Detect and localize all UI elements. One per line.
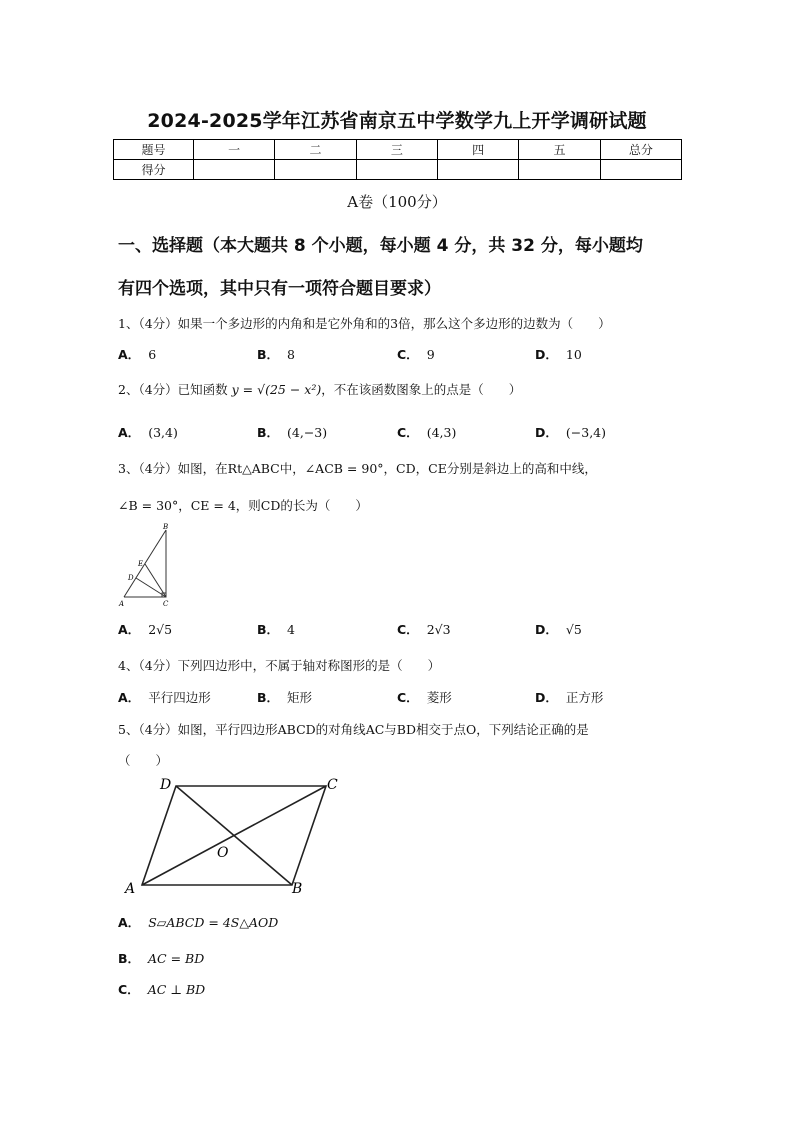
score-cell [275, 160, 356, 180]
question-5-parallelogram-figure [120, 772, 350, 898]
question-3-option-b [257, 620, 295, 638]
question-2-formula: y = √(25 − x²) [231, 382, 322, 397]
figure-label-d: D [128, 574, 134, 582]
option-text: 矩形 [287, 690, 313, 705]
score-table [113, 139, 682, 180]
figure-label-e: E [138, 560, 144, 568]
option-text: 2√3 [426, 622, 451, 637]
question-4-option-b [257, 688, 312, 706]
question-5-stem-line2: （ ） [118, 753, 169, 768]
question-4-stem: 4、（4分）下列四边形中，不属于轴对称图形的是（ ） [118, 658, 441, 673]
option-letter: D． [535, 425, 558, 440]
question-5-option-a [118, 913, 278, 931]
option-letter: A． [118, 425, 141, 440]
score-header-cell: 三 [356, 140, 437, 160]
question-4-option-d [535, 688, 603, 706]
question-2-stem-pre: 2、（4分）已知函数 [118, 382, 228, 397]
question-3-option-a [118, 620, 172, 638]
figure-label-d: D [160, 777, 172, 793]
question-4-option-c [397, 688, 452, 706]
question-3-stem-line2: ∠B = 30°，CE = 4，则CD的长为（ ） [118, 498, 368, 513]
score-cell [437, 160, 518, 180]
question-2-option-a [118, 423, 178, 441]
option-text: 2√5 [148, 622, 173, 637]
score-header-cell: 五 [519, 140, 600, 160]
option-text: AC = BD [148, 951, 205, 966]
paper-section-label: A卷（100分） [347, 193, 447, 211]
option-text: 10 [565, 347, 582, 362]
question-2-option-d [535, 423, 606, 441]
question-1-option-b [257, 345, 295, 363]
figure-label-o: O [217, 845, 229, 861]
figure-label-b: B [292, 881, 303, 897]
option-text: 4 [287, 622, 295, 637]
question-5-stem-line1: 5、（4分）如图，平行四边形ABCD的对角线AC与BD相交于点O，下列结论正确的是 [118, 722, 589, 737]
option-letter: C． [397, 622, 419, 637]
question-1-stem: 1、（4分）如果一个多边形的内角和是它外角和的3倍，那么这个多边形的边数为（ ） [118, 316, 611, 331]
question-3-stem-line1: 3、（4分）如图，在Rt△ABC中，∠ACB = 90°，CD，CE分别是斜边上的高和中线， [118, 461, 597, 476]
option-text: 8 [287, 347, 295, 362]
score-header-cell: 题号 [114, 140, 194, 160]
option-letter: D． [535, 690, 558, 705]
option-text: (−3,4) [565, 425, 606, 440]
question-3-triangle-figure [116, 522, 176, 608]
option-letter: B． [257, 690, 280, 705]
figure-label-c: C [327, 777, 338, 793]
figure-label-a: A [119, 600, 125, 608]
option-letter: A． [118, 915, 141, 930]
option-text: 6 [148, 347, 157, 362]
option-text: 平行四边形 [148, 690, 211, 705]
option-letter: D． [535, 622, 558, 637]
option-text: 9 [426, 347, 435, 362]
score-table-score-row [114, 160, 682, 180]
question-2-stem [118, 380, 521, 398]
question-2-option-b [257, 423, 327, 441]
option-letter: C． [397, 690, 419, 705]
option-text: (4,−3) [287, 425, 328, 440]
question-2-option-c [397, 423, 456, 441]
option-letter: B． [118, 951, 141, 966]
option-letter: C． [397, 425, 419, 440]
question-3-option-d [535, 620, 582, 638]
option-letter: B． [257, 347, 280, 362]
option-text: 正方形 [565, 690, 604, 705]
option-text: 菱形 [426, 690, 452, 705]
option-text: √5 [565, 622, 582, 637]
question-1-option-a [118, 345, 156, 363]
option-letter: A． [118, 690, 141, 705]
option-letter: A． [118, 347, 141, 362]
option-letter: B． [257, 425, 280, 440]
score-row-label: 得分 [114, 160, 194, 180]
question-3-option-c [397, 620, 451, 638]
score-cell [194, 160, 275, 180]
question-4-option-a [118, 688, 211, 706]
question-1-option-c [397, 345, 435, 363]
score-header-cell: 二 [275, 140, 356, 160]
option-letter: C． [118, 982, 140, 997]
score-cell [519, 160, 600, 180]
option-letter: C． [397, 347, 419, 362]
score-header-cell: 四 [437, 140, 518, 160]
option-letter: B． [257, 622, 280, 637]
page-title: 2024-2025学年江苏省南京五中学数学九上开学调研试题 [147, 110, 647, 132]
section-heading-line1: 一、选择题（本大题共 8 个小题，每小题 4 分，共 32 分，每小题均 [118, 236, 643, 256]
question-5-option-c [118, 980, 205, 998]
score-header-cell: 总分 [600, 140, 681, 160]
figure-label-c: C [163, 600, 169, 608]
question-5-option-b [118, 949, 204, 967]
score-cell [356, 160, 437, 180]
figure-label-a: A [125, 881, 136, 897]
option-text: (4,3) [426, 425, 457, 440]
question-1-option-d [535, 345, 582, 363]
score-header-cell: 一 [194, 140, 275, 160]
figure-label-b: B [163, 523, 169, 531]
option-text: (3,4) [148, 425, 178, 440]
option-text: AC ⊥ BD [147, 982, 206, 997]
section-heading-line2: 有四个选项，其中只有一项符合题目要求） [118, 279, 441, 299]
option-text: S▱ABCD = 4S△AOD [148, 915, 279, 930]
score-table-header-row [114, 140, 682, 160]
question-2-stem-post: ，不在该函数图象上的点是（ ） [321, 382, 522, 397]
option-letter: D． [535, 347, 558, 362]
score-cell [600, 160, 681, 180]
option-letter: A． [118, 622, 141, 637]
